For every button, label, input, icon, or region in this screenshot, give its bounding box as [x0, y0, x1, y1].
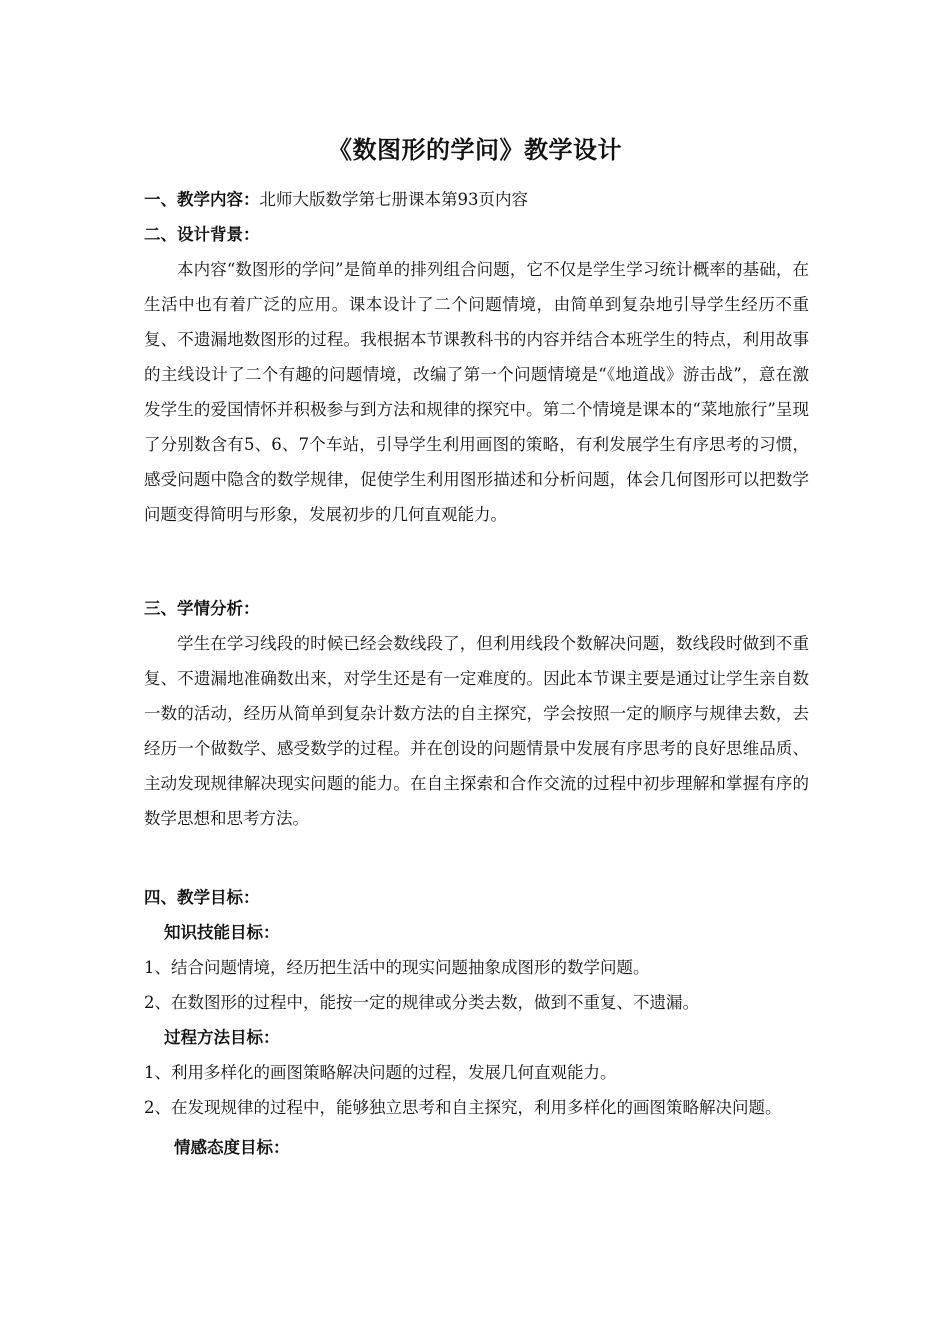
section-text: 北师大版数学第七册课本第93页内容 — [259, 190, 528, 209]
goal-process-label: 过程方法目标： — [164, 1028, 280, 1047]
goal-knowledge-label: 知识技能目标： — [164, 923, 280, 942]
section-design-background — [144, 217, 809, 532]
goal-item: 2、在发现规律的过程中，能够独立思考和自主探究，利用多样化的画图策略解决问题。 — [144, 1098, 782, 1117]
section-heading: 一、教学内容： — [144, 190, 260, 209]
section-paragraph: 本内容“数图形的学问”是简单的排列组合问题，它不仅是学生学习统计概率的基础，在生活中也有着广泛的应用。课本设计了二个问题情境，由简单到复杂地引导学生经历不重复、不遗漏地数图形的过程。我根据本节课教科书的内容并结合本班学生的特点，利用故事的主线设计了二个有趣的问题情境，改编了第一个问题情境是“《地道战》游击战”，意在激发学生的爱国情怀并积极参与到方法和规律的探究中。第二个情境是课本的“菜地旅行”呈现了分别数含有5、6、7个车站，引导学生利用画图的策略，有利发展学生有序思考的习惯，感受问题中隐含的数学规律，促使学生利用图形描述和分析问题，体会几何图形可以把数学问题变得简明与形象，发展初步的几何直观能力。 — [144, 260, 809, 524]
section-heading: 四、教学目标： — [144, 888, 260, 907]
goal-item: 1、利用多样化的画图策略解决问题的过程，发展几何直观能力。 — [144, 1063, 617, 1082]
goal-emotion-label: 情感态度目标： — [174, 1138, 290, 1157]
section-heading: 二、设计背景： — [144, 225, 260, 244]
section-teaching-goals — [144, 880, 809, 1165]
section-student-analysis — [144, 591, 809, 836]
section-teaching-content — [144, 182, 809, 217]
section-heading: 三、学情分析： — [144, 599, 260, 618]
document-title: 《数图形的学问》教学设计 — [328, 136, 622, 164]
goal-item: 1、结合问题情境，经历把生活中的现实问题抽象成图形的数学问题。 — [144, 958, 650, 977]
goal-item: 2、在数图形的过程中，能按一定的规律或分类去数，做到不重复、不遗漏。 — [144, 993, 699, 1012]
section-paragraph: 学生在学习线段的时候已经会数线段了，但利用线段个数解决问题，数线段时做到不重复、不遗漏地准确数出来，对学生还是有一定难度的。因此本节课主要是通过让学生亲自数一数的活动，经历从简单到复杂计数方法的自主探究，学会按照一定的顺序与规律去数，去经历一个做数学、感受数学的过程。并在创设的问题情景中发展有序思考的良好思维品质、主动发现规律解决现实问题的能力。在自主探索和合作交流的过程中初步理解和掌握有序的数学思想和思考方法。 — [144, 634, 809, 828]
